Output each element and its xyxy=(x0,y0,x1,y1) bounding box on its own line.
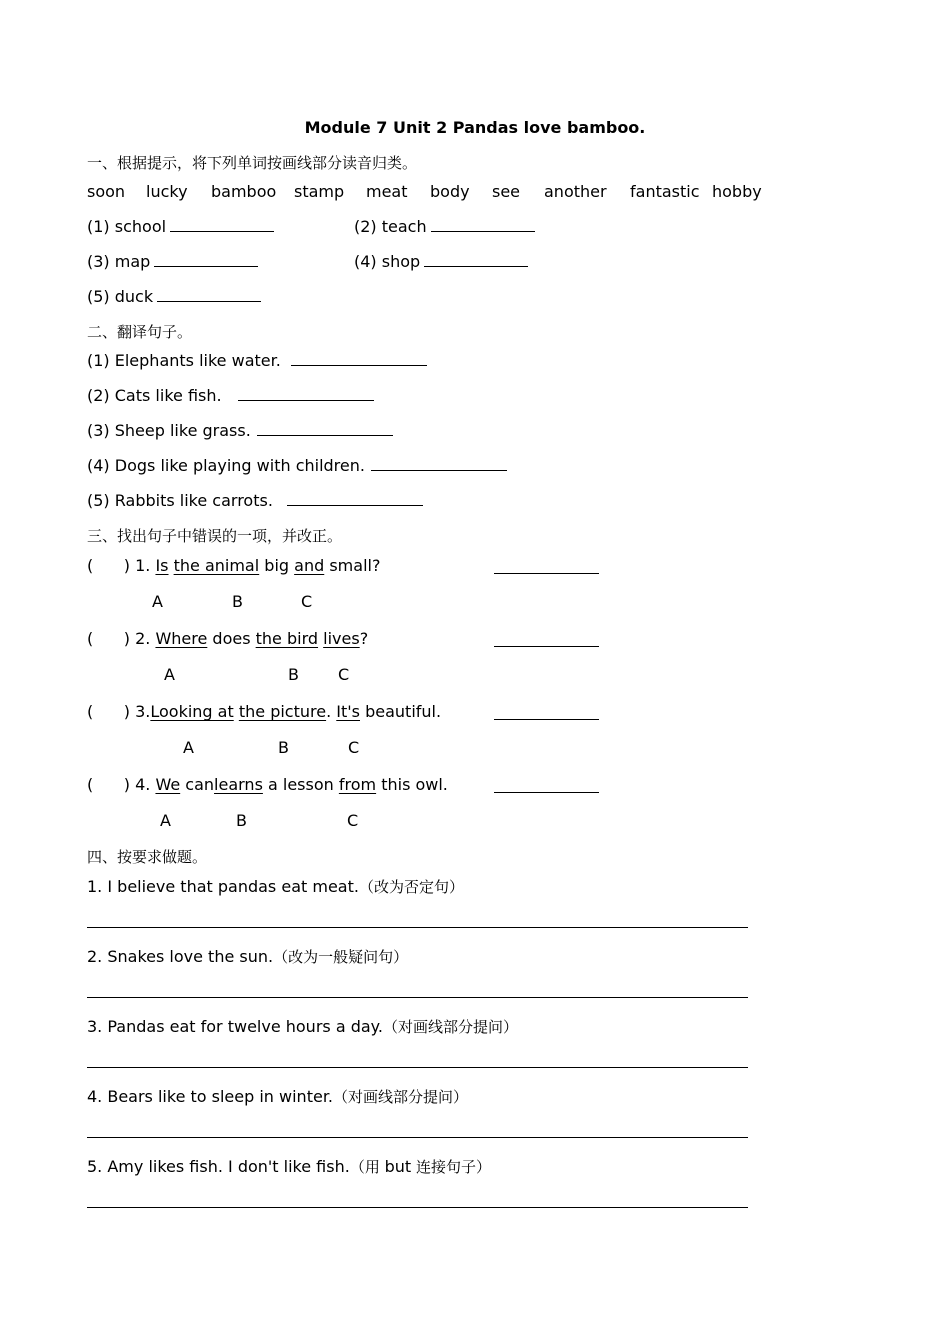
task-item: 2. Snakes love the sun.（改为一般疑问句） xyxy=(87,947,409,966)
option-c-text: from xyxy=(338,775,377,794)
sentence-text: a lesson xyxy=(268,775,334,794)
word: soon xyxy=(87,182,126,201)
word: body xyxy=(430,182,470,201)
classify-item: (1) school xyxy=(87,217,274,236)
answer-line[interactable] xyxy=(87,997,748,998)
answer-blank[interactable] xyxy=(157,287,261,302)
error-question xyxy=(87,702,441,721)
option-b-label: B xyxy=(278,738,289,757)
classify-item: (2) teach xyxy=(354,217,535,236)
task-item: 5. Amy likes fish. I don't like fish.（用 but 连接句子） xyxy=(87,1157,491,1176)
word: bamboo xyxy=(211,182,277,201)
option-c-label: C xyxy=(301,592,313,611)
question-number: 1. xyxy=(135,556,151,575)
answer-blank[interactable] xyxy=(170,217,274,232)
word: meat xyxy=(366,182,408,201)
page-title: Module 7 Unit 2 Pandas love bamboo. xyxy=(304,118,646,137)
word: another xyxy=(544,182,607,201)
option-a-label: A xyxy=(183,738,194,757)
option-b-text: the bird xyxy=(255,629,319,648)
sentence-text: . xyxy=(326,702,332,721)
answer-line[interactable] xyxy=(87,927,748,928)
translate-item: (3) Sheep like grass. xyxy=(87,421,393,440)
answer-blank[interactable] xyxy=(291,351,427,366)
section3-heading: 三、找出句子中错误的一项，并改正。 xyxy=(87,527,343,545)
option-b-text: the animal xyxy=(173,556,260,575)
translate-item: (1) Elephants like water. xyxy=(87,351,427,370)
answer-blank[interactable] xyxy=(431,217,535,232)
error-question xyxy=(87,775,448,794)
answer-line[interactable] xyxy=(87,1067,748,1068)
task-item: 1. I believe that pandas eat meat.（改为否定句） xyxy=(87,877,464,896)
option-a-text: Where xyxy=(155,629,208,648)
answer-parentheses[interactable]: ( ) xyxy=(87,629,130,648)
section2-heading: 二、翻译句子。 xyxy=(87,323,193,341)
correction-blank[interactable] xyxy=(494,792,599,793)
option-a-label: A xyxy=(152,592,163,611)
question-number: 2. xyxy=(135,629,151,648)
translate-item: (5) Rabbits like carrots. xyxy=(87,491,423,510)
option-c-text: It's xyxy=(336,702,360,721)
answer-blank[interactable] xyxy=(287,491,423,506)
option-b-text: the picture xyxy=(238,702,327,721)
question-number: 4. xyxy=(135,775,151,794)
option-a-text: Looking at xyxy=(150,702,234,721)
task-item: 3. Pandas eat for twelve hours a day.（对画线部分提问） xyxy=(87,1017,518,1036)
word-list xyxy=(0,182,950,204)
option-c-text: lives xyxy=(323,629,360,648)
answer-blank[interactable] xyxy=(424,252,528,267)
question-number: 3. xyxy=(135,702,151,721)
option-b-label: B xyxy=(232,592,243,611)
option-c-label: C xyxy=(348,738,360,757)
task-item: 4. Bears like to sleep in winter.（对画线部分提问） xyxy=(87,1087,469,1106)
classify-item: (3) map xyxy=(87,252,258,271)
option-a-label: A xyxy=(160,811,171,830)
sentence-text: this owl. xyxy=(381,775,448,794)
classify-item: (4) shop xyxy=(354,252,528,271)
option-b-label: B xyxy=(288,665,299,684)
word: see xyxy=(492,182,521,201)
answer-blank[interactable] xyxy=(371,456,507,471)
word: stamp xyxy=(294,182,345,201)
answer-parentheses[interactable]: ( ) xyxy=(87,556,130,575)
answer-blank[interactable] xyxy=(257,421,393,436)
option-a-text: We xyxy=(155,775,181,794)
sentence-text: beautiful. xyxy=(365,702,442,721)
sentence-text: does xyxy=(212,629,251,648)
translate-item: (2) Cats like fish. xyxy=(87,386,374,405)
option-b-label: B xyxy=(236,811,247,830)
option-a-label: A xyxy=(164,665,175,684)
option-c-label: C xyxy=(347,811,359,830)
sentence-text: small? xyxy=(329,556,381,575)
sentence-text: big xyxy=(264,556,290,575)
answer-line[interactable] xyxy=(87,1137,748,1138)
word: lucky xyxy=(146,182,188,201)
answer-line[interactable] xyxy=(87,1207,748,1208)
sentence-text: ? xyxy=(359,629,369,648)
answer-parentheses[interactable]: ( ) xyxy=(87,775,130,794)
sentence-text: can xyxy=(185,775,215,794)
correction-blank[interactable] xyxy=(494,573,599,574)
correction-blank[interactable] xyxy=(494,719,599,720)
answer-parentheses[interactable]: ( ) xyxy=(87,702,130,721)
word: fantastic xyxy=(630,182,700,201)
word: hobby xyxy=(712,182,762,201)
answer-blank[interactable] xyxy=(154,252,258,267)
error-question xyxy=(87,629,368,648)
option-b-text: learns xyxy=(214,775,263,794)
section1-heading: 一、根据提示，将下列单词按画线部分读音归类。 xyxy=(87,154,418,172)
classify-item: (5) duck xyxy=(87,287,261,306)
translate-item: (4) Dogs like playing with children. xyxy=(87,456,507,475)
answer-blank[interactable] xyxy=(238,386,374,401)
option-a-text: Is xyxy=(155,556,169,575)
option-c-label: C xyxy=(338,665,350,684)
correction-blank[interactable] xyxy=(494,646,599,647)
section4-heading: 四、按要求做题。 xyxy=(87,848,208,866)
error-question xyxy=(87,556,380,575)
option-c-text: and xyxy=(294,556,325,575)
